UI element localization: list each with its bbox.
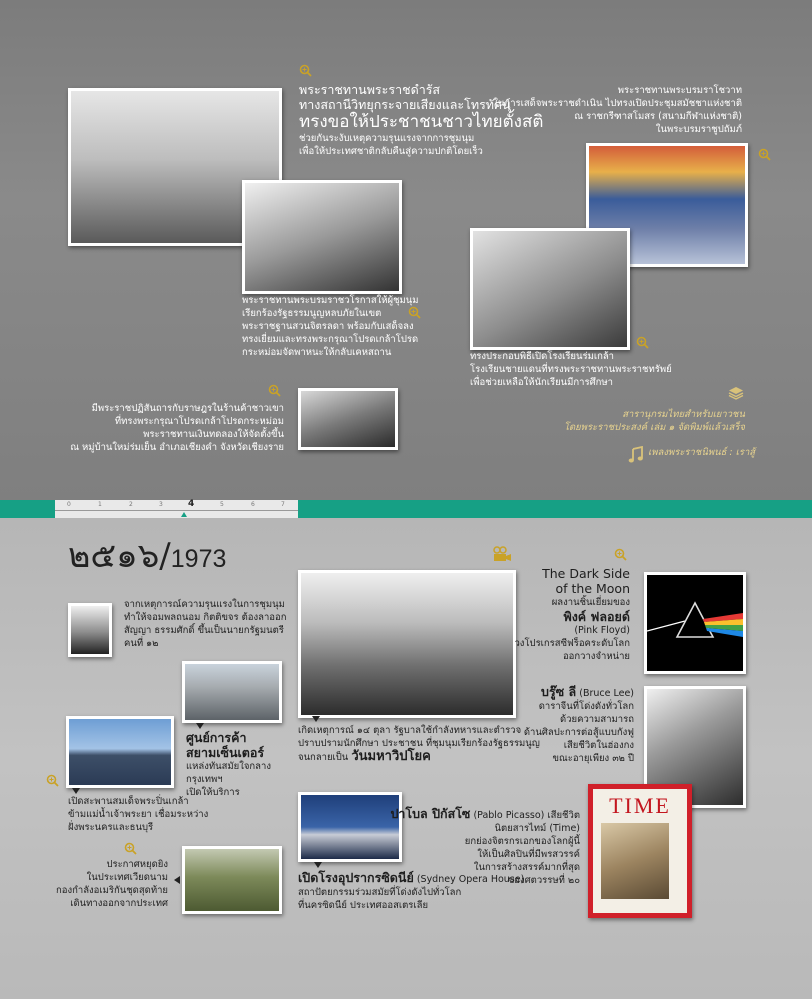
pm-caption	[124, 598, 304, 650]
caption-line: พระราชทานพระบรมราชวโรกาสให้ผู้ชุมนุม	[242, 295, 419, 306]
caption-line: โดยพระราชประสงค์ เล่ม ๑ จัดพิมพ์แล้วเสร็จ	[563, 422, 745, 433]
caption-line: เปิดสะพานสมเด็จพระปิ่นเกล้า	[68, 796, 189, 807]
caption-line: เดินทางออกจากประเทศ	[70, 898, 168, 909]
caption-line: ในการเสด็จพระราชดำเนิน ไปทรงเปิดประชุมสมัชชาแห่งชาติ	[493, 98, 742, 109]
caption-title: The Dark Side	[542, 566, 630, 581]
year-ruler	[55, 500, 298, 518]
vietnam-caption	[40, 858, 168, 910]
crowd-kneeling-photo	[242, 180, 402, 294]
zoom-icon	[614, 548, 627, 561]
caption-line: สัญญา ธรรมศักดิ์ ขึ้นเป็นนายกรัฐมนตรี	[124, 625, 284, 636]
bruce-lee-caption	[504, 684, 634, 765]
caption-english: (Pablo Picasso)	[473, 810, 545, 821]
caption-english: (Bruce Lee)	[579, 688, 634, 699]
caption-line: ในพระบรมราชูปถัมภ์	[655, 124, 742, 135]
caption-line: ในประเทศเวียดนาม	[86, 872, 168, 883]
pink-floyd-caption	[500, 566, 630, 663]
caption-line: ณ หมู่บ้านใหม่ร่มเย็น อำเภอเชียงคำ จังหวัดเชียงราย	[70, 442, 284, 453]
caption-line: เสียชีวิตในฮ่องกง	[563, 740, 634, 751]
sydney-opera-photo	[298, 792, 402, 862]
caption-line: นิตยสารไทม์ (Time)	[494, 823, 580, 834]
siam-center-caption	[186, 730, 306, 799]
caption-headline: ทรงขอให้ประชาชนชาวไทยตั้งสติ	[299, 112, 544, 132]
zoom-icon	[124, 842, 137, 855]
song-caption: เพลงพระราชนิพนธ์ : เราสู้	[648, 447, 756, 458]
year-thai: ๒๕๑๖/	[68, 536, 171, 576]
caption-english: (Pink Floyd)	[574, 625, 630, 636]
ruler-pointer	[181, 512, 187, 517]
caption-line: ผลงานชิ้นเยี่ยมของ	[551, 597, 630, 608]
encyclopedia-caption	[540, 408, 745, 434]
caption-line: ประกาศหยุดยิง	[106, 859, 168, 870]
caption-line: พระราชทานเงินทดลองให้จัดตั้งขึ้น	[143, 429, 284, 440]
caption-line: ทรงประกอบพิธีเปิดโรงเรียนร่มเกล้า	[470, 351, 615, 362]
siam-center-photo	[182, 661, 282, 723]
caption-line: ปราบปรามนักศึกษา ประชาชน ที่ชุมนุมเรียกร้องรัฐธรรมนูญ	[298, 738, 540, 749]
video-camera-icon	[492, 546, 512, 562]
prism-icon	[647, 575, 743, 671]
caption-line: ให้เป็นศิลปินที่มีพรสวรรค์	[477, 849, 580, 860]
zoom-icon	[758, 148, 771, 161]
ruler-tick-active: 4	[188, 499, 195, 509]
caption-line: พระราชทานพระบรมราโชวาท	[617, 85, 742, 96]
caption-line: กองกำลังอเมริกันชุดสุดท้าย	[56, 885, 168, 896]
vietnam-soldiers-photo	[182, 846, 282, 914]
pointer-arrow	[174, 876, 180, 884]
caption-line: ณ ราชกรีฑาสโมสร (สนามกีฬาแห่งชาติ)	[574, 111, 742, 122]
ruler-tick: 1	[98, 501, 102, 508]
caption-name: ปาโบล ปิกัสโซ	[390, 806, 471, 821]
zoom-icon	[299, 64, 312, 77]
dark-side-album-cover	[644, 572, 746, 674]
year-heading	[68, 528, 226, 582]
school-caption	[470, 350, 700, 389]
caption-title: ศูนย์การค้า	[186, 730, 247, 745]
ruler-tick: 7	[281, 501, 285, 508]
caption-line: ด้านศิลปะการต่อสู้แบบกังฟู	[523, 727, 634, 738]
caption-line: คนที่ ๑๒	[124, 638, 159, 649]
picasso-portrait	[601, 823, 669, 899]
refuge-caption	[242, 294, 432, 359]
pointer-arrow	[72, 788, 80, 794]
pointer-arrow	[314, 862, 322, 868]
caption-line: ที่นครซิดนีย์ ประเทศออสเตรเลีย	[298, 900, 429, 911]
caption-line: พระราชฐานสวนจิตรลดา พร้อมกับเสด็จลง	[242, 321, 414, 332]
caption-line: เปิดให้บริการ	[186, 787, 240, 798]
caption-line: ทางสถานีวิทยุกระจายเสียงและโทรทัศน์	[299, 97, 511, 112]
caption-line: มีพระราชปฏิสันถารกับราษฎรในร้านค้าชาวเขา	[91, 403, 284, 414]
caption-title: สยามเซ็นเตอร์	[186, 745, 265, 760]
caption-title: of the Moon	[555, 581, 630, 596]
caption-line: ฝั่งพระนครและธนบุรี	[68, 822, 154, 833]
assembly-caption	[490, 84, 742, 136]
zoom-icon	[408, 306, 421, 319]
zoom-icon	[46, 774, 59, 787]
caption-line: จนกลายเป็น	[298, 752, 349, 763]
caption-line: โรงเรียนชายแดนที่ทรงพระราชทานพระราชทรัพย์	[470, 364, 672, 375]
book-stack-icon	[728, 385, 744, 401]
caption-line: ขณะอายุเพียง ๓๒ ปี	[552, 753, 634, 764]
music-note-icon	[628, 446, 644, 464]
caption-line: เสียชีวิต	[547, 810, 580, 821]
zoom-icon	[268, 384, 281, 397]
time-logo: TIME	[609, 793, 671, 818]
picasso-caption	[388, 806, 580, 887]
caption-title: เปิดโรงอุปรากรซิดนีย์	[298, 870, 414, 885]
hilltribe-caption	[44, 402, 284, 454]
caption-line: ข้ามแม่น้ำเจ้าพระยา เชื่อมระหว่าง	[68, 809, 209, 820]
ruler-tick: 6	[251, 501, 255, 508]
caption-line: จากเหตุการณ์ความรุนแรงในการชุมนุม	[124, 599, 285, 610]
caption-line: สถาปัตยกรรมร่วมสมัยที่โด่งดังไปทั่วโลก	[298, 887, 462, 898]
caption-line: เรียกร้องรัฐธรรมนูญหลบภัยในเขต	[242, 308, 382, 319]
caption-line: ทรงเยี่ยมและทรงพระกรุณาโปรดเกล้าโปรด	[242, 334, 419, 345]
caption-name: พิงค์ ฟลอยด์	[563, 609, 630, 624]
ruler-tick: 3	[159, 501, 163, 508]
school-opening-photo	[470, 228, 630, 350]
prime-minister-photo	[68, 603, 112, 657]
caption-line: ในการสร้างสรรค์มากที่สุด	[473, 862, 580, 873]
ruler-tick: 2	[129, 501, 133, 508]
ruler-tick: 5	[220, 501, 224, 508]
hilltribe-shop-photo	[298, 388, 398, 450]
pointer-arrow	[196, 723, 204, 729]
time-magazine-cover	[588, 784, 692, 918]
bridge-caption	[68, 795, 238, 834]
caption-english: (Sydney Opera House)	[416, 874, 525, 885]
caption-line: ยกย่องจิตรกรเอกของโลกผู้นี้	[464, 836, 580, 847]
caption-line: ดาราจีนที่โด่งดังทั่วโลก	[538, 701, 634, 712]
bridge-photo	[66, 716, 174, 788]
caption-line: ออกวางจำหน่าย	[562, 651, 630, 662]
caption-line: เพื่อให้ประเทศชาติกลับคืนสู่ความปกติโดยเร็ว	[299, 146, 483, 157]
caption-line: กระหม่อมจัดพาหนะให้กลับเคหสถาน	[242, 347, 392, 358]
caption-line: แหล่งทันสมัยใจกลางกรุงเทพฯ	[186, 761, 271, 785]
zoom-icon	[636, 336, 649, 349]
caption-line: สารานุกรมไทยสำหรับเยาวชน	[622, 409, 745, 420]
caption-line: ช่วยกันระงับเหตุความรุนแรงจากการชุมนุม	[299, 133, 475, 144]
caption-line: เพื่อช่วยเหลือให้นักเรียนมีการศึกษา	[470, 377, 613, 388]
caption-line: วงโปรเกรสซีฟร็อคระดับโลก	[514, 638, 630, 649]
caption-line: ที่ทรงพระกรุณาโปรดเกล้าโปรดกระหม่อม	[114, 416, 284, 427]
caption-highlight: วันมหาวิปโยค	[351, 749, 431, 764]
pointer-arrow	[312, 716, 320, 722]
caption-line: เกิดเหตุการณ์ ๑๔ ตุลา รัฐบาลใช้กำลังทหารและตำรวจ	[298, 725, 522, 736]
year-western: 1973	[170, 545, 227, 573]
caption-name: บรู๊ซ ลี	[541, 684, 577, 699]
caption-line: ด้วยความสามารถ	[560, 714, 634, 725]
caption-line: พระราชทานพระราชดำรัส	[299, 82, 441, 97]
ruler-tick: 0	[67, 501, 71, 508]
caption-line: ทำให้จอมพลถนอม กิตติขจร ต้องลาออก	[124, 612, 287, 623]
caption-line: ของศตวรรษที่ ๒๐	[507, 875, 580, 886]
october-14-photo	[298, 570, 516, 718]
